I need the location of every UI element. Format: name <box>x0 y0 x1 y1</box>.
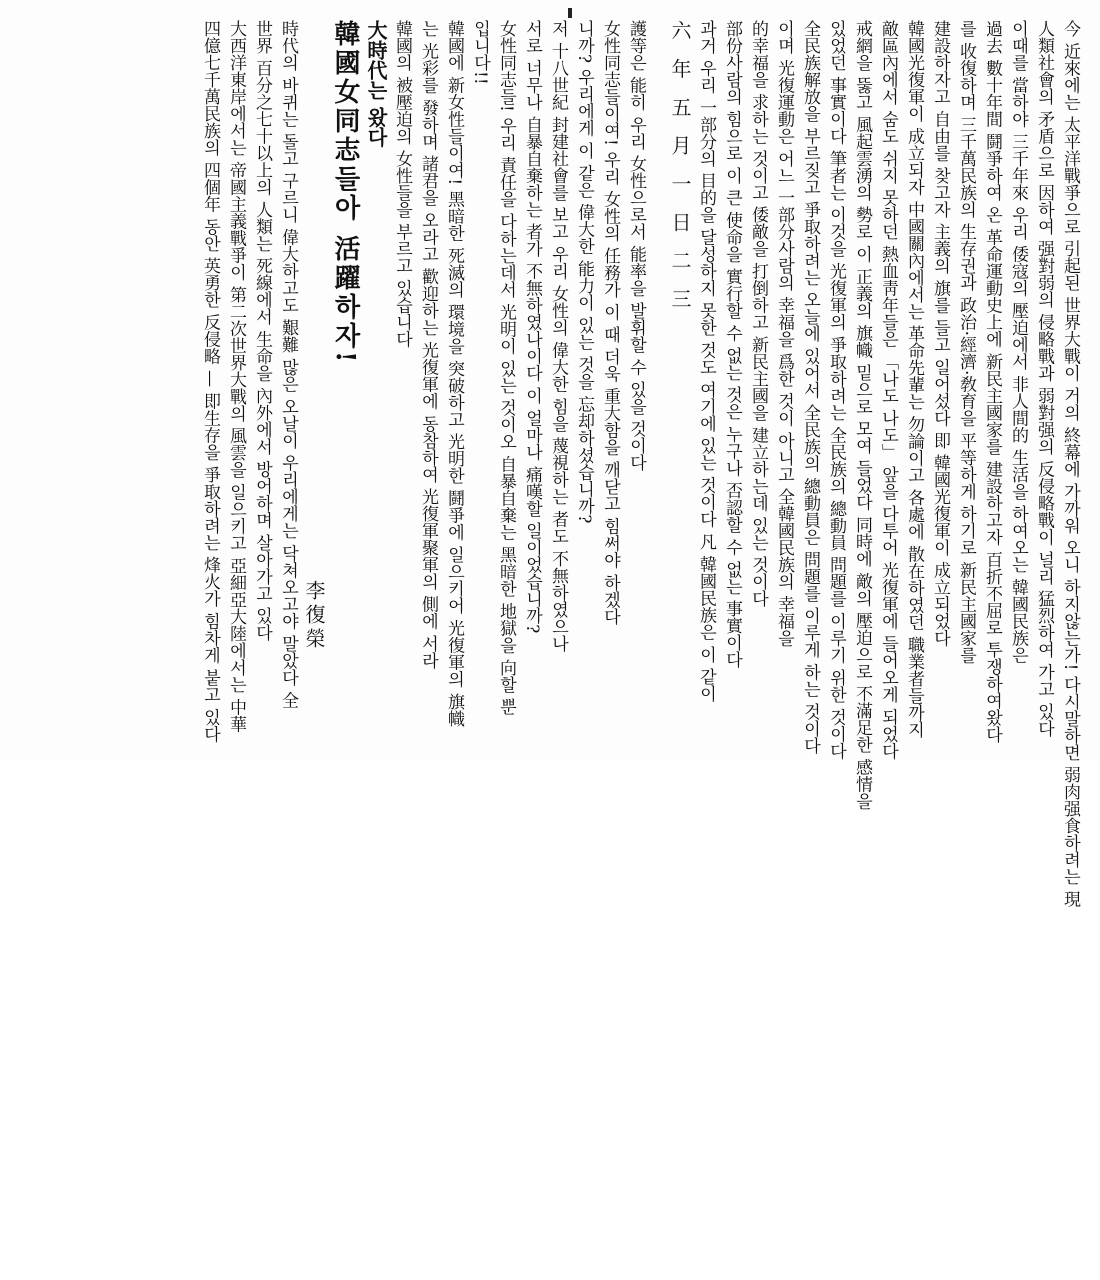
text-line: 서로 너무나 自暴自棄하는 者가 不無하였나이다 이 얼마나 痛嘆할 일이었습니까? <box>522 20 542 634</box>
column-gap <box>652 20 664 725</box>
text-line: 的幸福을 求하는 것이고 倭敵을 打倒하고 新民主國을 建立하는데 있는 것이다 <box>748 20 768 608</box>
text-line: 建設하자고 自由를 찾고자 主義의 旗를 들고 일어섰다 即 韓國光復軍이 成立되었다 <box>930 20 950 647</box>
text-line: 과거 우리 一部分의 目的을 달성하지 못한 것도 여기에 있는 것이다 凡 韓國民族은 이 같이 <box>696 20 716 703</box>
text-line: 時代의 바퀴는 돌고 구르니 偉大하고도 艱難 많은 오날이 우리에게는 닥쳐오고야 말았다 全 <box>278 20 298 709</box>
text-line: 는 光彩를 發하며 諸君을 오라고 歡迎하는 光復軍에 동참하여 光復軍聚軍의 側에 서라 <box>418 20 438 670</box>
text-columns <box>200 20 1080 908</box>
text-line: 이며 光復運動은 어느 一部分사람의 幸福을 爲한 것이 아니고 全韓國民族의 幸福을 <box>774 20 794 647</box>
text-line: 四億七千萬民族의 四個年 동안 英勇한 反侵略 — 即生存을 爭取하려는 烽火가 힘차게 붙고 있다 <box>200 20 220 743</box>
text-line: 니까? 우리에게 이 같은 偉大한 能力이 있는 것을 忘却하셨습니까? <box>574 20 594 524</box>
text-line: 이때를 當하야 三千年來 우리 倭寇의 壓迫에서 非人間的 生活을 하여오는 韓國民族은 <box>1008 20 1028 664</box>
text-line: 敵區內에서 숨도 쉬지 못하던 熱血靑年들은 「나도 나도」 앞을 다투어 光復軍에 들어오게 되었다 <box>878 20 898 760</box>
text-line: 입니다!! <box>470 20 490 85</box>
text-line: 今 近來에는 太平洋戰爭으로 引起된 世界大戰이 거의 終幕에 가까워 오니 하지않는가! 다시말하면 弱肉强食하려는 現 <box>1060 20 1080 908</box>
text-line: 저 十八世紀 封建社會를 보고 우리 女性의 偉大한 힘을 蔑視하는 者도 不無하였으나 <box>548 20 568 653</box>
text-line: 韓國에 新女性들이여! 黑暗한 死滅의 環境을 突破하고 光明한 鬪爭에 일으키어 光復軍의 旗幟 <box>444 20 464 727</box>
text-line: 戒網을 뚫고 風起雲湧의 勢로 이 正義의 旗幟 밑으로 모여 들었다 同時에 敵의 壓迫으로 不滿足한 感情을 <box>852 20 872 810</box>
text-line: 大西洋東岸에서는 帝國主義戰爭이 第二次世界大戰의 風雲을 일으키고 亞細亞大陸에서는 中華 <box>226 20 246 733</box>
text-line: 를 收復하며 三千萬民族의 生存권과 政治·經濟·敎育을 平等하게 하기로 新民主國家를 <box>956 20 976 664</box>
text-line: 過去 數十年間 鬪爭하여 온 革命運動史上에 新民主國家를 建設하고자 百折不屈로 투쟁하여왔다 <box>982 20 1002 744</box>
subtitle: 大時代는 왔다 <box>364 20 388 147</box>
text-line: 全民族解放을 부르짖고 爭取하려는 오늘에 있어서 全民族의 總動員은 問題를 이루게 하는 것이다 <box>800 20 820 755</box>
text-line: 女性同志들! 우리 責任을 다하는데서 光明이 있는 것이오 自暴自棄는 黑暗한 地獄을 向할 뿐 <box>496 20 516 716</box>
punch-mark <box>568 8 572 18</box>
text-line: 人類社會의 矛盾으로 因하여 强對弱의 侵略戰과 弱對强의 反侵略戰이 널리 猛烈하여 가고 있다 <box>1034 20 1054 738</box>
text-line: 韓國光復軍이 成立되자 中國關內에서는 革命先輩는 勿論이고 各處에 散在하였던 職業者들까지 <box>904 20 924 738</box>
text-line: 女性同志들이여! 우리 女性의 任務가 이 때 더욱 重大함을 깨닫고 힘써야 하겠다 <box>600 20 620 625</box>
text-line: 世界 百分之七十以上의 人類는 死線에서 生命을 內外에서 방어하며 살아가고 있다 <box>252 20 272 642</box>
text-line: 韓國의 被壓迫의 女性들을 부르고 있습니다 <box>392 20 412 348</box>
author-name: 李復榮 <box>302 580 326 652</box>
article-title: 韓國女同志들아 活躍하자! <box>330 20 360 366</box>
text-line: 護等은 能히 우리 女性으로서 能率을 발휘할 수 있을 것이다 <box>626 20 646 472</box>
text-line: 部份사람의 힘으로 이 큰 使命을 實行할 수 없는 것은 누구나 否認할 수 없는 事實이다 <box>722 20 742 669</box>
date-header: 六 年 五 月 一 日 二 三 <box>668 20 692 315</box>
text-line: 있었던 事實이다 筆者는 이것을 光復軍의 爭取하려는 全民族의 總動員 問題를 이루기 위한 것이다 <box>826 20 846 760</box>
